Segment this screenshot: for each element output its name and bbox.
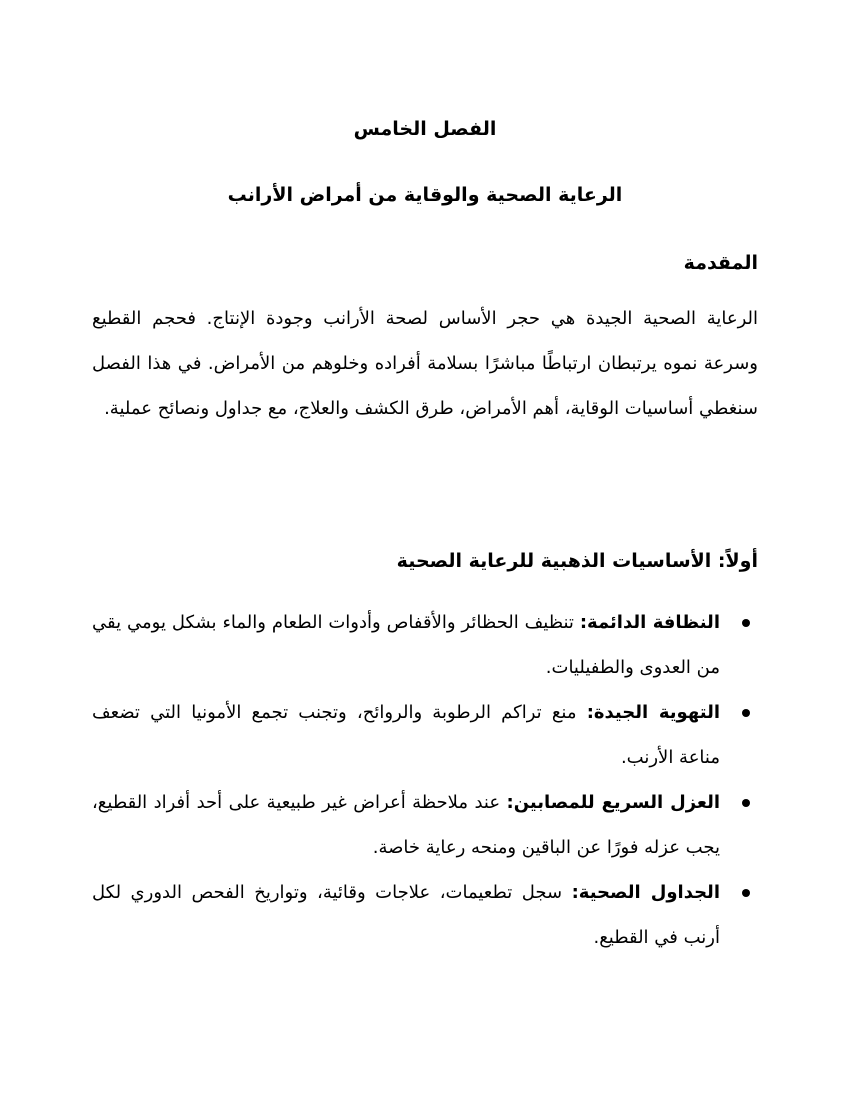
introduction-paragraph: الرعاية الصحية الجيدة هي حجر الأساس لصحة الأرانب وجودة الإنتاج. فحجم القطيع وسرعة نموه يرتبطان ارتباطًا مباشرًا بسلامة أفراده وخلوهم من الأمراض. في هذا الفصل سنغطي أساسيات الوقاية، أهم الأمراض، طرق الكشف والعلاج، مع جداول ونصائح عملية.	[92, 308, 758, 419]
bullet-icon	[742, 799, 750, 807]
list-item-text: عند ملاحظة أعراض غير طبيعية على أحد أفراد القطيع، يجب عزله فورًا عن الباقين ومنحه رعاية خاصة.	[92, 792, 720, 858]
bullet-icon	[742, 889, 750, 897]
list-item-term: الجداول الصحية:	[571, 882, 720, 903]
list-item-term: العزل السريع للمصابين:	[506, 792, 721, 813]
chapter-label: الفصل الخامس	[353, 118, 497, 140]
bullet-icon	[742, 619, 750, 627]
bullet-icon	[742, 709, 750, 717]
basics-section-heading: أولاً: الأساسيات الذهبية للرعاية الصحية	[396, 550, 758, 572]
list-item-text: سجل تطعيمات، علاجات وقائية، وتواريخ الفحص الدوري لكل أرنب في القطيع.	[92, 882, 720, 948]
list-item	[92, 600, 758, 690]
list-item	[92, 690, 758, 780]
list-item-text: تنظيف الحظائر والأقفاص وأدوات الطعام والماء بشكل يومي يقي من العدوى والطفيليات.	[92, 612, 720, 678]
introduction-heading: المقدمة	[683, 252, 758, 274]
list-item	[92, 780, 758, 870]
basics-list	[92, 600, 758, 960]
list-item-term: التهوية الجيدة:	[586, 702, 720, 723]
list-item	[92, 870, 758, 960]
list-item-text: منع تراكم الرطوبة والروائح، وتجنب تجمع الأمونيا التي تضعف مناعة الأرنب.	[92, 702, 720, 768]
chapter-title: الرعاية الصحية والوقاية من أمراض الأرانب	[227, 184, 623, 206]
list-item-term: النظافة الدائمة:	[579, 612, 720, 633]
